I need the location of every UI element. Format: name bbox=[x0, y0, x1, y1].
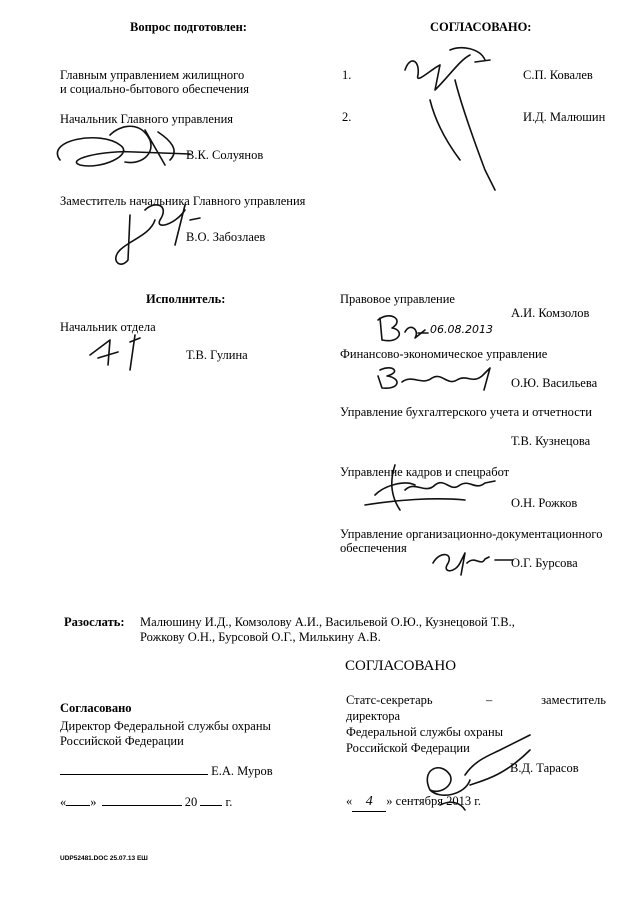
date-quote-open: « bbox=[60, 795, 67, 809]
approver-name-kovalev: С.П. Ковалев bbox=[523, 68, 593, 82]
dept-legal-name: А.И. Комзолов bbox=[511, 306, 590, 320]
dept-accounting-name: Т.В. Кузнецова bbox=[511, 434, 591, 448]
approver-name-malyushin: И.Д. Малюшин bbox=[523, 110, 606, 124]
dept-accounting-title: Управление бухгалтерского учета и отчетности bbox=[340, 405, 592, 419]
approved-heading: СОГЛАСОВАНО: bbox=[430, 20, 532, 34]
date-quote-close: » bbox=[90, 795, 97, 809]
bottom-right-approved-heading: СОГЛАСОВАНО bbox=[345, 658, 457, 674]
day-blank bbox=[66, 794, 90, 806]
bottom-left-line2: Российской Федерации bbox=[60, 734, 184, 748]
signature-bursova bbox=[425, 545, 515, 580]
title-part-c: заместитель bbox=[541, 693, 606, 707]
date-quote-open-right: « bbox=[346, 794, 353, 808]
prepared-org-line2: и социально-бытового обеспечения bbox=[60, 82, 249, 96]
title-dash: – bbox=[486, 693, 493, 707]
dept-finance-title: Финансово-экономическое управление bbox=[340, 347, 548, 361]
dept-docs-title-line1: Управление организационно-документационного bbox=[340, 527, 603, 541]
title-part-a: Статс-секретарь bbox=[346, 693, 433, 707]
approval-number-2: 2. bbox=[342, 110, 352, 124]
signer-name-zabozlaev: В.О. Забозлаев bbox=[186, 230, 266, 244]
signature-zabozlaev bbox=[100, 190, 210, 280]
dept-legal-date-note: 06.08.2013 bbox=[430, 323, 493, 336]
approval-number-1: 1. bbox=[342, 68, 352, 82]
role-head-of-main-department: Начальник Главного управления bbox=[60, 112, 234, 126]
dept-legal-title: Правовое управление bbox=[340, 292, 455, 306]
signature-tarasov bbox=[410, 730, 550, 820]
year-blank bbox=[200, 794, 222, 806]
document-footer: UDP52481.DOC 25.07.13 ЕШ bbox=[60, 855, 148, 862]
dept-hr-name: О.Н. Рожков bbox=[511, 496, 578, 510]
executor-name: Т.В. Гулина bbox=[186, 348, 248, 362]
signature-rozhkov bbox=[345, 455, 505, 525]
bottom-right-line2: директора bbox=[346, 709, 401, 723]
dept-finance-name: О.Ю. Васильева bbox=[511, 376, 598, 390]
bottom-right-name: В.Д. Тарасов bbox=[510, 761, 579, 775]
distribution-label: Разослать: bbox=[64, 615, 125, 629]
signature-soluyanov bbox=[40, 120, 200, 180]
date-rest: » сентября 2013 г. bbox=[386, 794, 482, 808]
bottom-left-approved-heading: Согласовано bbox=[60, 701, 132, 715]
bottom-left-signature-row bbox=[60, 763, 273, 779]
signature-vasilyeva bbox=[372, 362, 502, 397]
bottom-left-line1: Директор Федеральной службы охраны bbox=[60, 719, 271, 733]
dept-hr-title: Управление кадров и спецработ bbox=[340, 465, 510, 479]
bottom-right-line4: Российской Федерации bbox=[346, 741, 470, 755]
role-deputy-head: Заместитель начальника Главного управления bbox=[60, 194, 306, 208]
prepared-heading: Вопрос подготовлен: bbox=[130, 20, 247, 34]
month-blank bbox=[102, 794, 182, 806]
signer-name-soluyanov: В.К. Солуянов bbox=[186, 148, 264, 162]
bottom-right-line3: Федеральной службы охраны bbox=[346, 725, 504, 739]
executor-heading: Исполнитель: bbox=[146, 292, 226, 306]
signature-kovalev bbox=[390, 40, 510, 200]
executor-role: Начальник отдела bbox=[60, 320, 156, 334]
signature-gulina bbox=[80, 330, 160, 375]
distribution-line1: Малюшину И.Д., Комзолову А.И., Васильевой О.Ю., Кузнецовой Т.В., bbox=[140, 615, 515, 629]
dept-docs-title-line2: обеспечения bbox=[340, 541, 407, 555]
prepared-org-line1: Главным управлением жилищного bbox=[60, 68, 245, 82]
year-suffix: г. bbox=[225, 795, 233, 809]
year-prefix: 20 bbox=[184, 795, 198, 809]
distribution-line2: Рожкову О.Н., Бурсовой О.Г., Милькину А.В. bbox=[140, 630, 381, 644]
bottom-left-name: Е.А. Муров bbox=[211, 764, 273, 778]
signature-blank-line bbox=[60, 763, 208, 775]
dept-docs-name: О.Г. Бурсова bbox=[511, 556, 578, 570]
dash-mark bbox=[416, 328, 430, 338]
bottom-left-date-row bbox=[60, 794, 232, 810]
day-handwritten: 4 bbox=[352, 794, 386, 812]
